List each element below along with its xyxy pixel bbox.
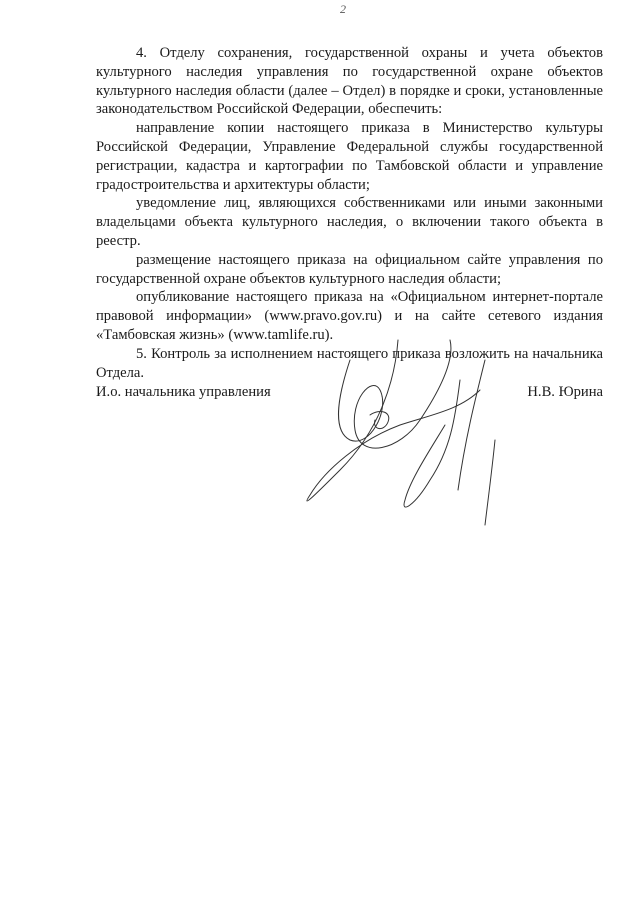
signatory-title: И.о. начальника управления	[96, 384, 271, 400]
signatory-name: Н.В. Юрина	[527, 384, 603, 400]
paragraph-notification: уведомление лиц, являющихся собственниками или иными законными владельцами объекта культурного наследия, о включении такого объекта в реестр.	[96, 195, 603, 249]
paragraph-item-5: 5. Контроль за исполнением настоящего приказа возложить на начальника Отдела.	[96, 345, 603, 381]
handwritten-signature	[280, 320, 520, 540]
paragraph-copies: направление копии настоящего приказа в Министерство культуры Российской Федерации, Управление Федеральной службы государственной регистрации, кадастра и картографии по Тамбовской области и управление градостроительства и архитектуры области;	[96, 120, 603, 193]
paragraph-publication: опубликование настоящего приказа на «Официальном интернет-портале правовой информации» (www.pravo.gov.ru) и на сайте сетевого издания «Тамбовская жизнь» (www.tamlife.ru).	[96, 289, 603, 343]
paragraph-website: размещение настоящего приказа на официальном сайте управления по государственной охране объектов культурного наследия области;	[96, 251, 603, 287]
page-number: 2	[340, 2, 346, 16]
paragraph-item-4: 4. Отделу сохранения, государственной охраны и учета объектов культурного наследия управления по государственной охране объектов культурного наследия области (далее – Отдел) в порядке и сроки, установленные законодательством Российской Федерации, обеспечить:	[96, 45, 603, 118]
